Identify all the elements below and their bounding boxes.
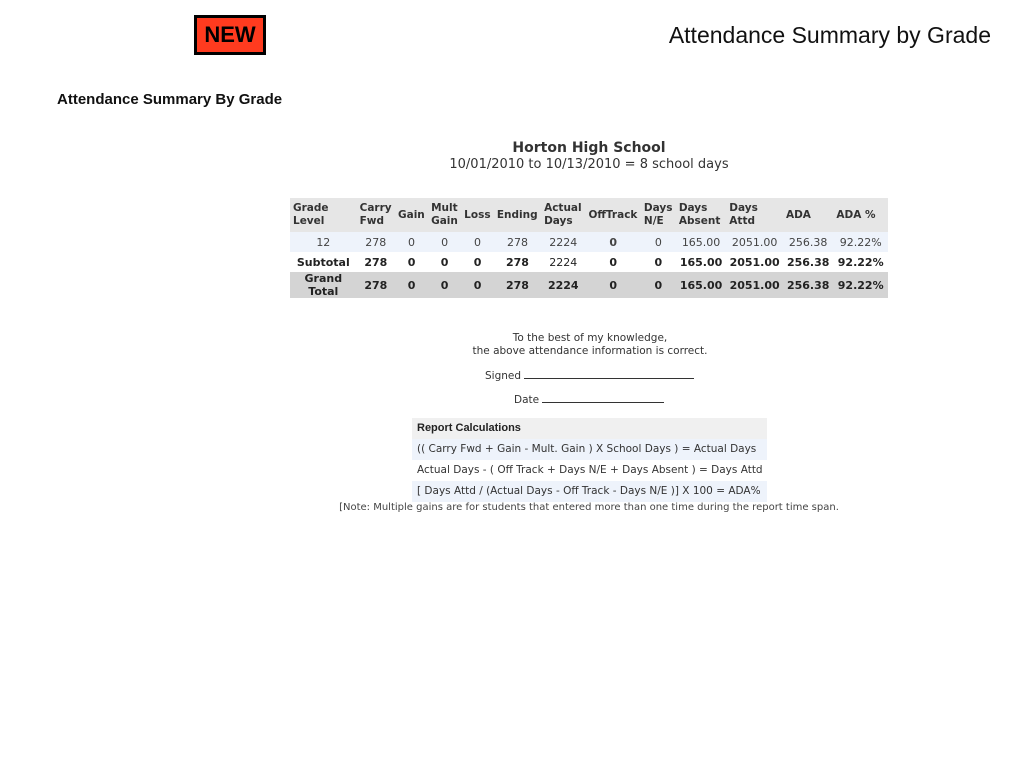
header-grade-level: Grade Level (290, 198, 357, 232)
table-cell: 278 (357, 272, 395, 298)
table-cell: 0 (473, 255, 482, 269)
calculation-row: [ Days Attd / (Actual Days - Off Track - Days N/E )] X 100 = ADA% (412, 481, 767, 502)
table-cell: 278 (364, 255, 388, 269)
header-ending: Ending (494, 198, 541, 232)
table-cell: 2224 (541, 272, 585, 298)
table-cell: 278 (357, 232, 395, 252)
table-cell: 2224 (541, 232, 585, 252)
table-cell: 2224 (549, 255, 578, 269)
table-cell: Subtotal (296, 255, 350, 269)
table-row-subtotal (290, 252, 888, 272)
table-cell: 2051.00 (729, 255, 780, 269)
table-cell: 0 (395, 232, 428, 252)
table-cell: 278 (505, 255, 529, 269)
report-heading: Attendance Summary By Grade (57, 91, 283, 108)
certification-statement (390, 332, 790, 358)
table-cell: Grand Total (290, 272, 357, 298)
table-cell: 165.00 (679, 255, 723, 269)
certification-line-2: the above attendance information is correct. (472, 345, 708, 357)
table-cell: 0 (609, 255, 618, 269)
date-blank (542, 402, 664, 403)
table-cell: 0 (585, 232, 640, 252)
table-cell: 0 (641, 232, 676, 252)
calculation-row: (( Carry Fwd + Gain - Mult. Gain ) X School Days ) = Actual Days (412, 439, 767, 460)
date-range: 10/01/2010 to 10/13/2010 = 8 school days (449, 157, 729, 172)
signature-blank (524, 378, 694, 379)
signature-line (485, 370, 694, 382)
signed-label: Signed (485, 370, 522, 382)
header-days-absent: Days Absent (676, 198, 726, 232)
table-cell: 256.38 (786, 255, 830, 269)
table-cell: 0 (428, 272, 461, 298)
table-cell: 165.00 (676, 272, 726, 298)
table-cell: 0 (407, 255, 416, 269)
calculation-row: Actual Days - ( Off Track + Days N/E + Days Absent ) = Days Attd (417, 464, 763, 476)
table-cell: 2051.00 (726, 232, 783, 252)
footnote: [Note: Multiple gains are for students that entered more than one time during the report time span. (339, 502, 839, 513)
table-row-grade-12 (290, 232, 888, 252)
school-name: Horton High School (512, 140, 666, 156)
header-mult-gain: Mult Gain (428, 198, 461, 232)
table-cell: 278 (494, 272, 541, 298)
slide-title: Attendance Summary by Grade (668, 22, 991, 48)
table-cell: 0 (440, 255, 449, 269)
header-days-attd: Days Attd (726, 198, 783, 232)
table-header-row (290, 198, 888, 232)
header-ada: ADA (783, 198, 833, 232)
header-offtrack: OffTrack (585, 198, 640, 232)
header-days-ne: Days N/E (641, 198, 676, 232)
table-cell: 92.22% (833, 232, 888, 252)
table-cell: 2051.00 (726, 272, 783, 298)
header-ada-pct: ADA % (833, 198, 888, 232)
date-label: Date (514, 394, 540, 406)
table-row-grand-total (290, 272, 888, 298)
attendance-summary-table (290, 198, 888, 298)
table-cell: 165.00 (676, 232, 726, 252)
table-cell: 0 (428, 232, 461, 252)
date-line (514, 394, 664, 406)
new-badge: NEW (194, 15, 266, 55)
table-cell: 0 (461, 272, 494, 298)
table-cell: 0 (395, 272, 428, 298)
table-cell: 92.22% (837, 255, 884, 269)
table-cell: 0 (654, 255, 663, 269)
header-actual-days: Actual Days (541, 198, 585, 232)
certification-line-1: To the best of my knowledge, (512, 332, 668, 344)
table-cell: 256.38 (783, 272, 833, 298)
header-gain: Gain (395, 198, 428, 232)
table-cell: 0 (461, 232, 494, 252)
table-cell: 12 (290, 232, 357, 252)
calculations-title: Report Calculations (412, 418, 767, 439)
table-cell: 0 (641, 272, 676, 298)
table-cell: 256.38 (783, 232, 833, 252)
report-calculations (412, 418, 767, 502)
table-cell: 0 (585, 272, 640, 298)
table-cell: 92.22% (833, 272, 888, 298)
table-cell: 278 (494, 232, 541, 252)
header-loss: Loss (461, 198, 494, 232)
header-carry-fwd: Carry Fwd (357, 198, 395, 232)
